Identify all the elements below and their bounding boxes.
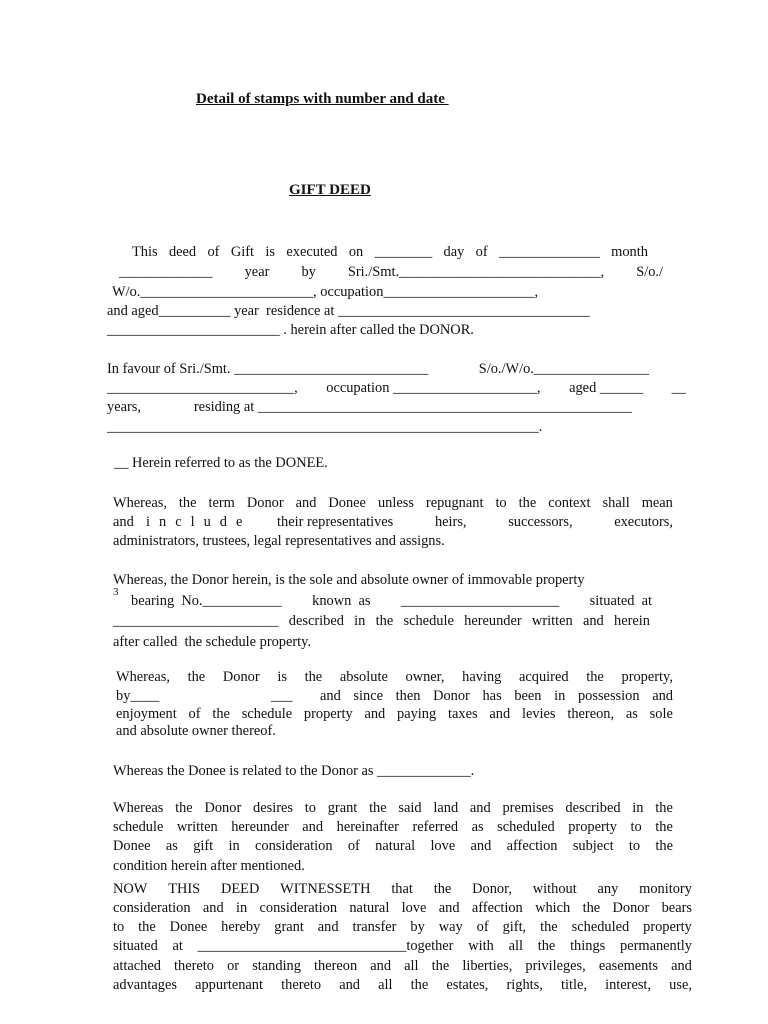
word: natural [349,900,390,916]
para5-line2-rest [320,687,673,706]
word: privileges, [525,958,586,974]
word: the [178,495,197,511]
word: the [410,977,429,993]
word: thereto [281,977,322,993]
word: been [514,688,542,704]
word: consideration [113,900,191,916]
word: at [172,938,183,954]
word: and [295,495,317,511]
word: all [378,977,393,993]
word: NOW [113,881,148,897]
word: referred [412,819,459,835]
word: as [625,706,638,722]
word: in [354,613,366,629]
word: acquired [519,669,569,685]
word: the [187,669,206,685]
word: and [364,706,386,722]
word: and [302,819,324,835]
word: occupation ____________________, [326,380,541,396]
word: by [301,264,316,280]
word: bearing No.___________ [131,593,282,609]
para3-line3: administrators, trustees, legal representatives and assigns. [113,533,445,549]
word: monitory [639,881,692,897]
word: of [475,244,488,260]
word: Donor [204,800,242,816]
word: known as [312,593,371,609]
word: and [652,688,673,704]
para1-line1 [132,243,648,262]
word: the [138,919,156,935]
word: standing [252,958,301,974]
para2-line2 [107,379,686,398]
para4-line3 [113,612,650,631]
word: gift [193,838,214,854]
word: the [582,900,601,916]
word: having [462,669,502,685]
word: Donor, [472,881,512,897]
word: possession [577,688,640,704]
word: in [632,800,644,816]
word: and [489,706,511,722]
word: thereon, [567,706,615,722]
word: desires [253,800,293,816]
para5-line2-by: by____ [116,688,160,704]
word: month [611,244,648,260]
word: since [353,688,383,704]
word: rights, [506,977,543,993]
word: shall [602,495,630,511]
footnote-marker: 3 [113,586,119,598]
word: the [431,958,450,974]
word: of [347,838,360,854]
para4-line1: Whereas, the Donor herein, is the sole and absolute owner of immovable property [113,572,585,588]
word: land [433,800,459,816]
word: __ [671,380,686,396]
word: of [207,244,220,260]
word: permanently [620,938,692,954]
word: affection [506,838,558,854]
word: which [535,900,571,916]
word: grant [274,919,304,935]
word: _____________________________together [197,938,454,954]
word: executed [286,244,338,260]
word: affection [471,900,523,916]
word: any [597,881,619,897]
word: easements [598,958,658,974]
word: all [508,938,523,954]
word: year [244,264,270,280]
word: thereon [314,958,358,974]
word: appurtenant [195,977,263,993]
word: written [176,819,218,835]
word: things [570,938,606,954]
word: and [671,958,692,974]
word: levies [521,706,556,722]
word: title, [560,977,587,993]
word: years, [107,399,141,415]
word: interest, [605,977,652,993]
para8-line2 [113,899,692,918]
word: said [398,800,422,816]
para1-line4: and aged__________ year residence at ___________________________________ [107,303,590,319]
word: deed [168,244,197,260]
word: described [565,800,621,816]
word: property [303,706,353,722]
word: to [113,919,125,935]
word: executors, [614,514,673,530]
word: and [339,977,360,993]
word: Gift [230,244,255,260]
word: in [228,838,240,854]
word: _______________________ [113,613,279,629]
word: owner, [405,669,445,685]
word: scheduled [571,919,630,935]
word: estates, [446,977,489,993]
word: the [304,669,323,685]
para2-line3 [107,398,632,417]
word: and [582,613,604,629]
word: property [568,819,617,835]
word: without [532,881,577,897]
word: the [175,800,193,816]
word: premises [502,800,554,816]
word: Donee [113,838,151,854]
word: transfer [352,919,397,935]
word: use, [669,977,692,993]
para8-line3 [113,918,692,937]
word: day [443,244,465,260]
word: hereinafter [336,819,399,835]
word: attached [113,958,161,974]
word: Donee [328,495,366,511]
word: bears [661,900,692,916]
word: heirs, [434,514,467,530]
word: written [531,613,573,629]
word: advantages [113,977,177,993]
word: property [643,919,692,935]
para3-line2-include: include [146,514,252,530]
word: _____________ [119,264,213,280]
word: or [227,958,240,974]
word: absolute [339,669,388,685]
word: their representatives [277,514,394,530]
word: is [277,669,287,685]
word: hereunder [464,613,522,629]
word: natural [375,838,416,854]
para8-line6 [113,976,692,995]
word: Donor [612,900,650,916]
word: situated [113,938,158,954]
word: sole [649,706,673,722]
word: the [655,819,673,835]
word: unless [377,495,414,511]
word: situated at [589,593,652,609]
para4-line4: after called the schedule property. [113,634,312,650]
word: context [548,495,591,511]
word: hereunder [231,819,289,835]
word: described [288,613,344,629]
stamps-heading: Detail of stamps with number and date [196,91,449,107]
word: then [395,688,421,704]
para5-line4: and absolute owner thereof. [116,723,276,739]
para2-line4: ____________________________________________________________. [107,419,543,435]
para1-line5: ________________________ . herein after called the DONOR. [107,322,474,338]
word: love [401,900,427,916]
word: the [655,838,673,854]
word: gift, [502,919,527,935]
para8-line4 [113,937,692,956]
para7-line3 [113,837,673,856]
word: the [655,800,673,816]
word: is [265,244,275,260]
para3-line2-rest [277,513,673,532]
word: herein [614,613,650,629]
word: to [304,800,316,816]
word: repugnant [425,495,484,511]
word: to [630,819,642,835]
word: by [410,919,425,935]
word: to [495,495,507,511]
word: property, [621,669,673,685]
para8-line5 [113,957,692,976]
word: S/o./ [636,264,663,280]
word: S/o./W/o.________________ [478,361,649,377]
para7-line1 [113,799,673,818]
word: enjoyment [116,706,177,722]
word: Donor [222,669,260,685]
word: the [375,613,394,629]
word: THIS [168,881,201,897]
word: hereby [221,919,261,935]
para7-line2 [113,818,673,837]
word: taxes [448,706,478,722]
word: Donor [433,688,470,704]
para7-line4: condition herein after mentioned. [113,858,305,874]
word: all [404,958,419,974]
para3-line1 [113,494,673,513]
word: of [188,706,201,722]
para1-line2 [119,263,663,282]
word: in [554,688,566,704]
word: and [438,900,460,916]
word: and [317,919,339,935]
word: Whereas, [113,495,167,511]
word: the [586,669,604,685]
word: consideration [255,838,333,854]
word: as [165,838,178,854]
word: mean [641,495,673,511]
word: This [132,244,158,260]
word: that [391,881,413,897]
word: successors, [508,514,573,530]
word: __________________________, [107,380,298,396]
word: the [212,706,230,722]
para8-line1 [113,880,692,899]
para5-line2-blank: ___ [271,688,293,704]
word: Donor [246,495,284,511]
word: the [518,495,537,511]
para3-line2-and: and [113,514,134,530]
word: on [348,244,364,260]
word: of [476,919,489,935]
word: the [537,938,556,954]
word: and [202,900,224,916]
word: ______________ [499,244,600,260]
word: schedule [403,613,454,629]
word: schedule [241,706,293,722]
word: liberties, [462,958,513,974]
word: WITNESSETH [280,881,371,897]
word: has [482,688,502,704]
word: schedule [113,819,164,835]
word: Whereas, [116,669,170,685]
word: residing at ____________________________________________________ [193,399,632,415]
para6: Whereas the Donee is related to the Donor as _____________. [113,763,475,779]
donee-line: __ Herein referred to as the DONEE. [114,455,328,471]
word: Whereas [113,800,164,816]
word: the [369,800,387,816]
word: term [208,495,235,511]
word: the [540,919,558,935]
word: the [433,881,452,897]
para2-line1 [107,360,649,379]
para1-line3: W/o.________________________, occupation_____________________, [112,284,539,300]
word: ________ [374,244,433,260]
word: as [471,819,484,835]
word: paying [397,706,437,722]
word: Sri./Smt.____________________________, [347,264,605,280]
word: scheduled [497,819,555,835]
word: subject [572,838,614,854]
word: love [430,838,456,854]
word: In favour of Sri./Smt. ___________________________ [107,361,429,377]
word: DEED [220,881,260,897]
para5-line1 [116,668,673,687]
word: thereto [174,958,214,974]
word: to [628,838,641,854]
para4-line2 [131,592,652,611]
word: in [235,900,248,916]
word: Donee [169,919,208,935]
word: way [438,919,463,935]
word: consideration [259,900,338,916]
document-title: GIFT DEED [289,182,371,198]
word: aged ______ [569,380,644,396]
word: ______________________ [400,593,560,609]
word: and [370,958,392,974]
word: with [468,938,494,954]
word: and [320,688,341,704]
word: and [470,838,492,854]
word: grant [327,800,358,816]
word: and [469,800,491,816]
